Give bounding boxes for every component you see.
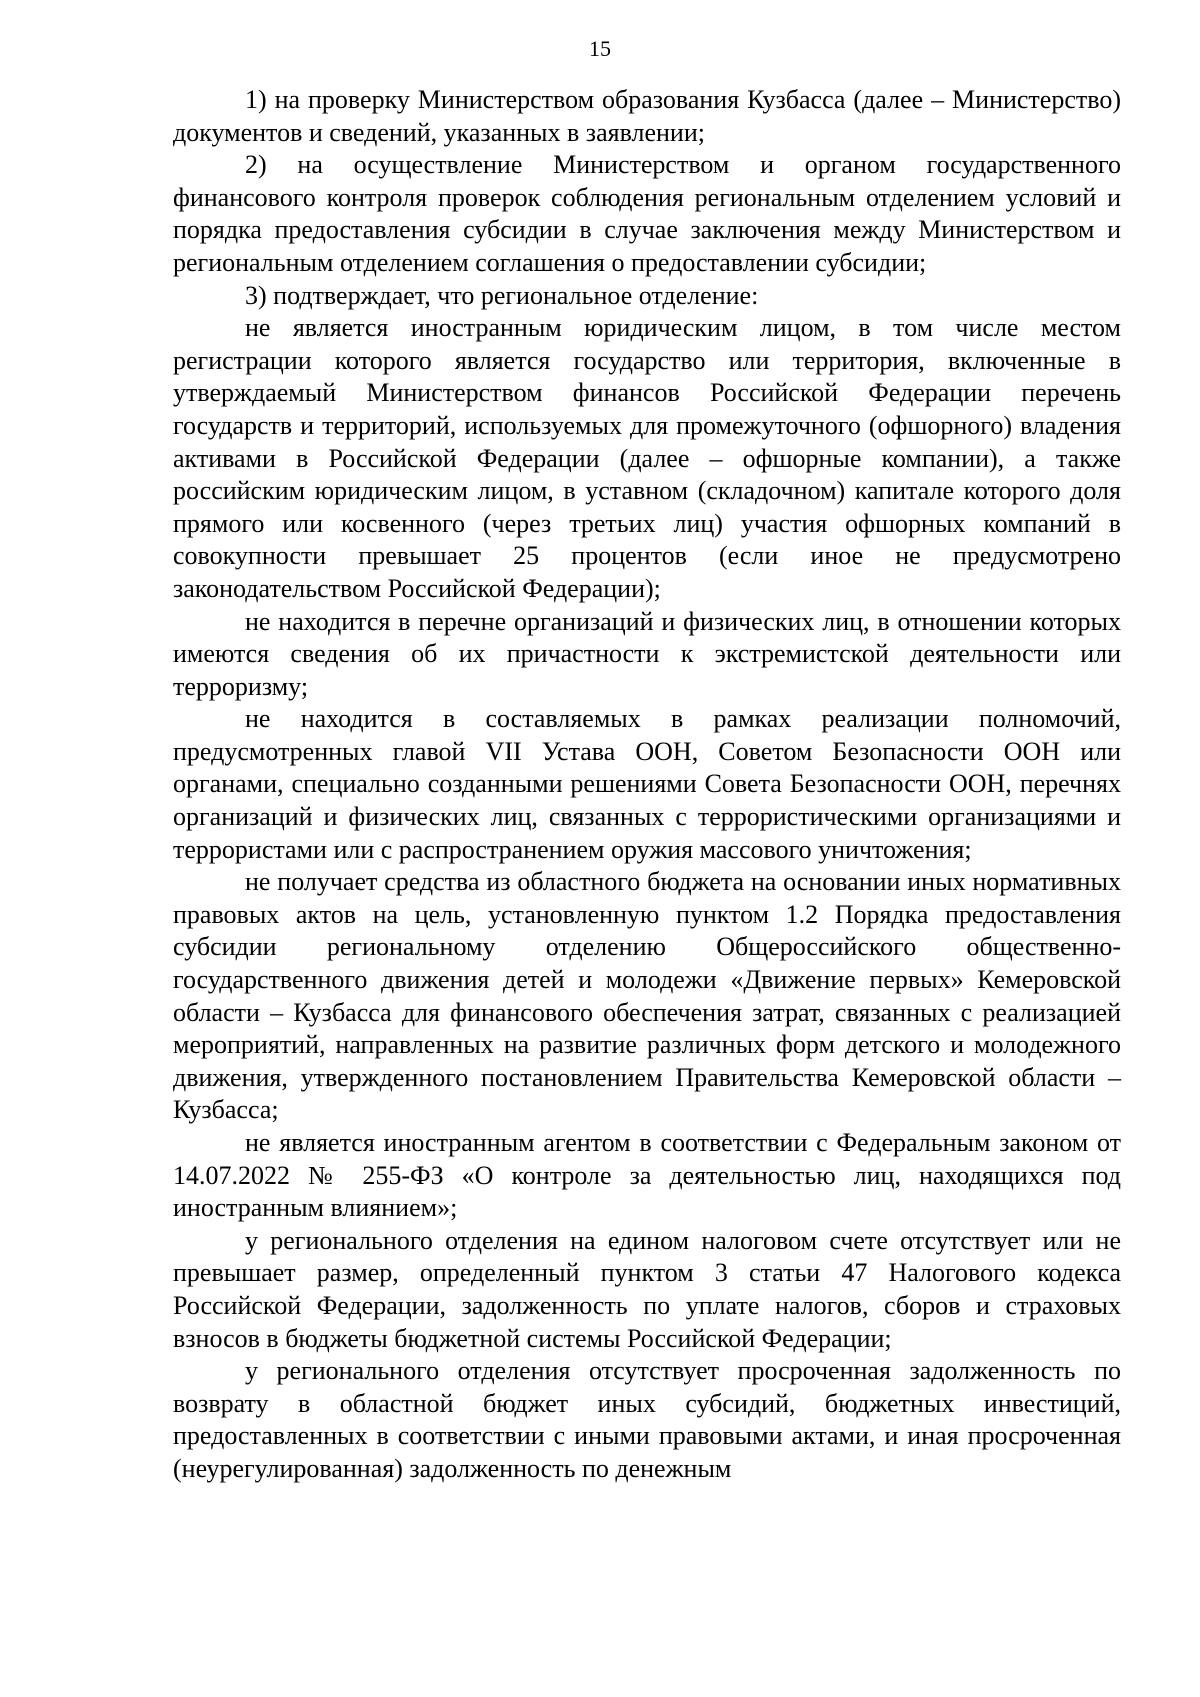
- paragraph: не является иностранным юридическим лицом, в том числе местом регистрации которого является государство или территория, включенные в утверждаемый Министерством финансов Российской Федерации перечень государств и территорий, используемых для промежуточного (офшорного) владения активами в Российской Федерации (далее – офшорные компании), а также российским юридическим лицом, в уставном (складочном) капитале которого доля прямого или косвенного (через третьих лиц) участия офшорных компаний в совокупности превышает 25 процентов (если иное не предусмотрено законодательством Российской Федерации);: [173, 313, 1121, 603]
- paragraph: 2) на осуществление Министерством и органом государственного финансового контроля проверок соблюдения региональным отделением условий и порядка предоставления субсидии в случае заключения между Министерством и региональным отделением соглашения о предоставлении субсидии;: [173, 150, 1121, 277]
- paragraph: у регионального отделения отсутствует просроченная задолженность по возврату в областной бюджет иных субсидий, бюджетных инвестиций, предоставленных в соответствии с иными правовыми актами, и иная просроченная (неурегулированная) задолженность по денежным: [173, 1356, 1121, 1483]
- paragraph: не находится в перечне организаций и физических лиц, в отношении которых имеются сведения об их причастности к экстремистской деятельности или терроризму;: [173, 606, 1121, 701]
- page-number: 15: [589, 36, 611, 61]
- paragraph: не является иностранным агентом в соответствии с Федеральным законом от 14.07.2022 № 255-ФЗ «О контроле за деятельностью лиц, находящихся под иностранным влиянием»;: [173, 1128, 1121, 1223]
- document-body: [173, 84, 1121, 1486]
- paragraph: 1) на проверку Министерством образования Кузбасса (далее – Министерство) документов и сведений, указанных в заявлении;: [173, 85, 1121, 147]
- paragraph: не находится в составляемых в рамках реализации полномочий, предусмотренных главой VII Устава ООН, Советом Безопасности ООН или органами, специально созданными решениями Совета Безопасности ООН, перечнях организаций и физических лиц, связанных с террористическими организациями и террористами или с распространением оружия массового уничтожения;: [173, 704, 1121, 864]
- paragraph: у регионального отделения на едином налоговом счете отсутствует или не превышает размер, определенный пунктом 3 статьи 47 Налогового кодекса Российской Федерации, задолженность по уплате налогов, сборов и страховых взносов в бюджеты бюджетной системы Российской Федерации;: [173, 1225, 1121, 1353]
- paragraph: не получает средства из областного бюджета на основании иных нормативных правовых актов на цель, установленную пунктом 1.2 Порядка предоставления субсидии региональному отделению Общероссийского общественно-государственного движения детей и молодежи «Движение первых» Кемеровской области – Кузбасса для финансового обеспечения затрат, связанных с реализацией мероприятий, направленных на развитие различных форм детского и молодежного движения, утвержденного постановлением Правительства Кемеровской области – Кузбасса;: [173, 867, 1121, 1125]
- paragraph: 3) подтверждает, что региональное отделение:: [245, 280, 759, 310]
